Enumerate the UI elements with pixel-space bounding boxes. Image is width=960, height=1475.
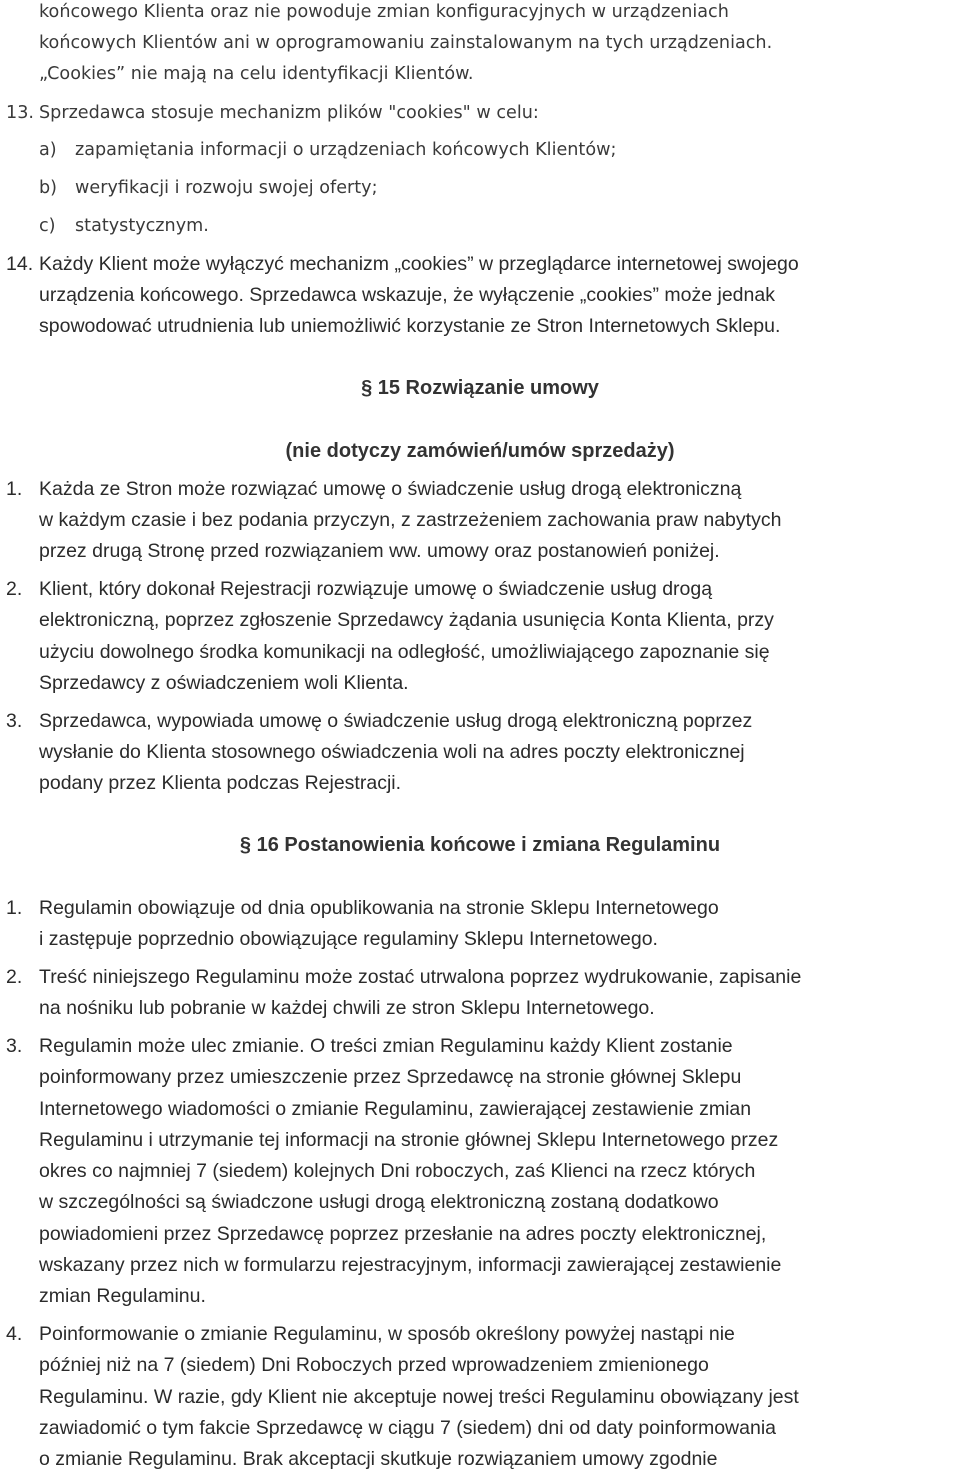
text-line: powiadomieni przez Sprzedawcę poprzez przesłanie na adres poczty elektronicznej, [39, 1223, 767, 1245]
text-line: Każda ze Stron może rozwiązać umowę o świadczenie usług drogą elektroniczną [39, 478, 742, 500]
item-number: 4. [6, 1323, 23, 1345]
text-line: Regulamin może ulec zmianie. O treści zmian Regulaminu każdy Klient zostanie [39, 1035, 733, 1057]
text-line: zmian Regulaminu. [39, 1285, 206, 1307]
text-line: podany przez Klienta podczas Rejestracji. [39, 772, 402, 794]
item-number: 13. [6, 103, 34, 123]
text-line: użyciu dowolnego środka komunikacji na odległość, umożliwiającego zapoznanie się [39, 641, 770, 663]
sub-item-text: statystycznym. [75, 216, 209, 236]
text-line: Poinformowanie o zmianie Regulaminu, w sposób określony powyżej nastąpi nie [39, 1323, 735, 1345]
item-number: 2. [6, 966, 23, 988]
section-heading: § 16 Postanowienia końcowe i zmiana Regulaminu [239, 834, 721, 856]
text-line: wysłanie do Klienta stosownego oświadczenia woli na adres poczty elektronicznej [39, 741, 745, 763]
text-line: przez drugą Stronę przed rozwiązaniem ww. umowy oraz postanowień poniżej. [39, 540, 720, 562]
sub-item-label: c) [39, 216, 56, 236]
text-line: później niż na 7 (siedem) Dni Roboczych przed wprowadzeniem zmienionego [39, 1354, 709, 1376]
text-line: na nośniku lub pobranie w każdej chwili ze stron Sklepu Internetowego. [39, 997, 655, 1019]
text-line: Sprzedawcy z oświadczeniem woli Klienta. [39, 672, 409, 694]
text-line: i zastępuje poprzednio obowiązujące regulaminy Sklepu Internetowego. [39, 928, 658, 950]
text-line: spowodować utrudnienia lub uniemożliwić korzystanie ze Stron Internetowych Sklepu. [39, 315, 781, 337]
sub-item-label: b) [39, 178, 58, 198]
text-line: wskazany przez nich w formularzu rejestracyjnym, informacji zawierającej zestawienie [39, 1254, 782, 1276]
text-line: okres co najmniej 7 (siedem) kolejnych Dni roboczych, zaś Klienci na rzecz których [39, 1160, 756, 1182]
text-line: Każdy Klient może wyłączyć mechanizm „cookies” w przeglądarce internetowej swojego [39, 253, 799, 275]
text-line: Internetowego wiadomości o zmianie Regulaminu, zawierającej zestawienie zmian [39, 1098, 752, 1120]
text-line: zawiadomić o tym fakcie Sprzedawcę w ciągu 7 (siedem) dni od daty poinformowania [39, 1417, 777, 1439]
text-line: Treść niniejszego Regulaminu może zostać utrwalona poprzez wydrukowanie, zapisanie [39, 966, 802, 988]
item-number: 3. [6, 710, 23, 732]
text-line: Sprzedawca stosuje mechanizm plików "cookies" w celu: [39, 103, 539, 123]
text-line: Sprzedawca, wypowiada umowę o świadczenie usług drogą elektroniczną poprzez [39, 710, 753, 732]
sub-item-text: weryfikacji i rozwoju swojej oferty; [75, 178, 378, 198]
sub-item-text: zapamiętania informacji o urządzeniach końcowych Klientów; [75, 140, 617, 160]
text-line: Regulamin obowiązuje od dnia opublikowania na stronie Sklepu Internetowego [39, 897, 719, 919]
text-line: końcowych Klientów ani w oprogramowaniu zainstalowanym na tych urządzeniach. [39, 33, 773, 53]
text-line: urządzenia końcowego. Sprzedawca wskazuje, że wyłączenie „cookies” może jednak [39, 284, 775, 306]
item-number: 2. [6, 578, 23, 600]
text-line: Klient, który dokonał Rejestracji rozwiązuje umowę o świadczenie usług drogą [39, 578, 713, 600]
section-heading: § 15 Rozwiązanie umowy [361, 377, 599, 399]
section-subheading: (nie dotyczy zamówień/umów sprzedaży) [285, 440, 675, 462]
text-line: poinformowany przez umieszczenie przez Sprzedawcę na stronie głównej Sklepu [39, 1066, 742, 1088]
text-line: elektroniczną, poprzez zgłoszenie Sprzedawcy żądania usunięcia Konta Klienta, przy [39, 609, 774, 631]
text-line: końcowego Klienta oraz nie powoduje zmian konfiguracyjnych w urządzeniach [39, 2, 729, 22]
text-line: o zmianie Regulaminu. Brak akceptacji skutkuje rozwiązaniem umowy zgodnie [39, 1448, 718, 1470]
item-number: 14. [6, 253, 34, 275]
text-line: Regulaminu. W razie, gdy Klient nie akceptuje nowej treści Regulaminu obowiązany jest [39, 1386, 799, 1408]
item-number: 3. [6, 1035, 23, 1057]
item-number: 1. [6, 478, 23, 500]
text-line: Regulaminu i utrzymanie tej informacji na stronie głównej Sklepu Internetowego przez [39, 1129, 779, 1151]
item-number: 1. [6, 897, 23, 919]
text-line: w szczególności są świadczone usługi drogą elektroniczną zostaną dodatkowo [39, 1191, 719, 1213]
text-line: „Cookies” nie mają na celu identyfikacji Klientów. [39, 64, 474, 84]
sub-item-label: a) [39, 140, 57, 160]
text-line: w każdym czasie i bez podania przyczyn, z zastrzeżeniem zachowania praw nabytych [39, 509, 782, 531]
